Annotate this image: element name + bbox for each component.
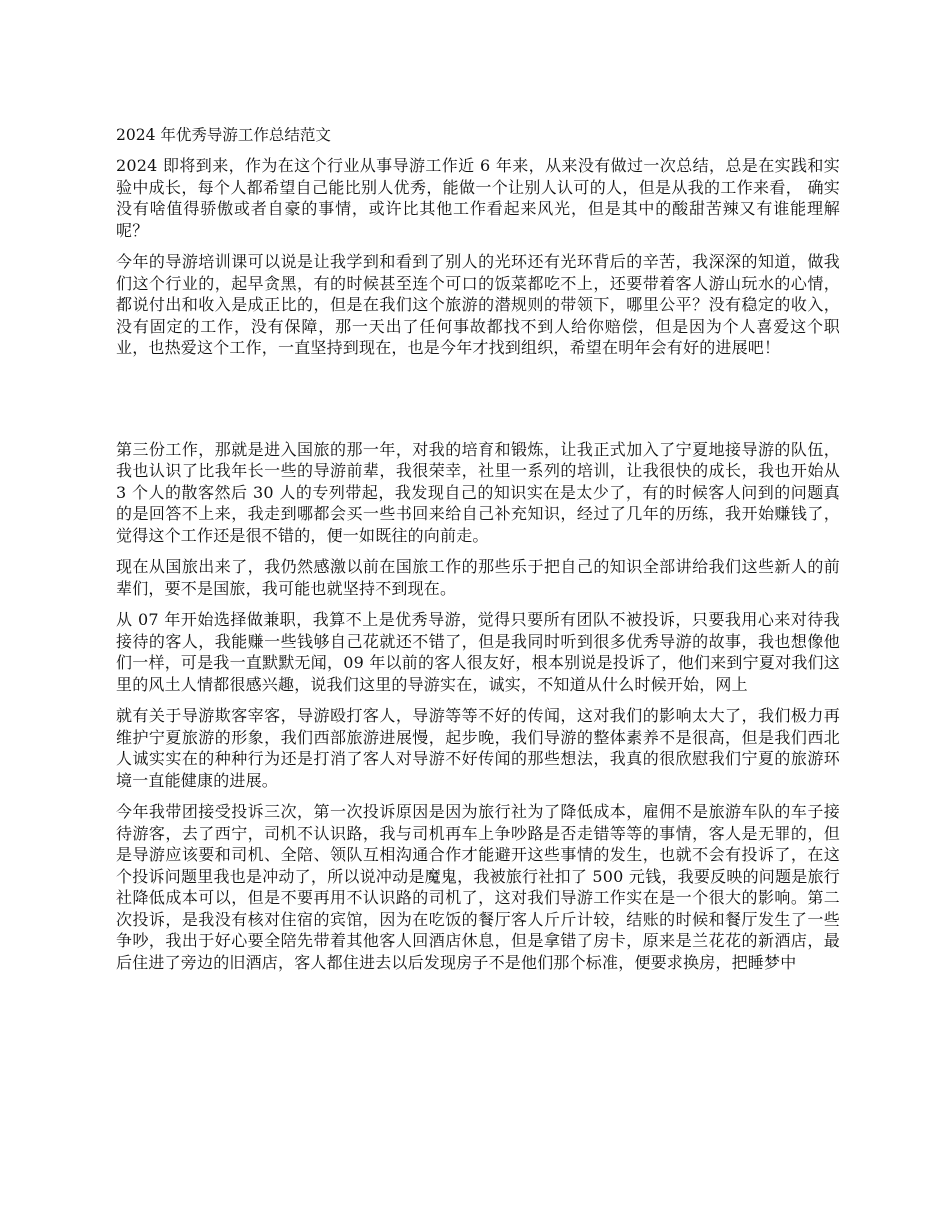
paragraph-gratitude: 现在从国旅出来了，我仍然感激以前在国旅工作的那些乐于把自己的知识全部讲给我们这些新人的前辈们，要不是国旅，我可能也就坚持不到现在。 bbox=[116, 557, 840, 598]
document-title: 2024 年优秀导游工作总结范文 bbox=[116, 126, 331, 144]
document-page bbox=[116, 124, 840, 983]
blank-gap bbox=[116, 369, 840, 439]
paragraph-complaints: 今年我带团接受投诉三次，第一次投诉原因是因为旅行社为了降低成本，雇佣不是旅游车队的车子接待游客，去了西宁，司机不认识路，我与司机再车上争吵路是否走错等等的事情，客人是无罪的，但是导游应该要和司机、全陪、领队互相沟通合作才能避开这些事情的发生，也就不会有投诉了，在这个投诉问题里我也是冲动了，所以说冲动是魔鬼，我被旅行社扣了 500 元钱，我要反映的问题是旅行社降低成本可以，但是不要再用不认识路的司机了，这对我们导游工作实在是一个很大的影响。第二次投诉，是我没有核对住宿的宾馆，因为在吃饭的餐厅客人斤斤计较，结账的时候和餐厅发生了一些争吵，我出于好心要全陪先带着其他客人回酒店休息，但是拿错了房卡，原来是兰花花的新酒店，最后住进了旁边的旧酒店，客人都住进去以后发现房子不是他们那个标准，便要求换房，把睡梦中 bbox=[116, 802, 840, 972]
paragraph-third-job: 第三份工作，那就是进入国旅的那一年，对我的培育和锻炼，让我正式加入了宁夏地接导游的队伍，我也认识了比我年长一些的导游前辈，我很荣幸，社里一系列的培训，让我很快的成长，我也开始从 3 个人的散客然后 30 人的专列带起，我发现自己的知识实在是太少了，有的时候客人问到的问题真的是回答不上来，我走到哪都会买一些书回来给自己补充知识，经过了几年的历练，我开始赚钱了，觉得这个工作还是很不错的，便一如既往的向前走。 bbox=[116, 439, 840, 545]
paragraph-rumors: 就有关于导游欺客宰客，导游殴打客人，导游等等不好的传闻，这对我们的影响太大了，我们极力再维护宁夏旅游的形象，我们西部旅游进展慢，起步晚，我们导游的整体素养不是很高，但是我们西北人诚实实在的种种行为还是打消了客人对导游不好传闻的那些想法，我真的很欣慰我们宁夏的旅游环境一直能健康的进展。 bbox=[116, 706, 840, 790]
paragraph-intro: 2024 即将到来，作为在这个行业从事导游工作近 6 年来，从来没有做过一次总结，总是在实践和实验中成长，每个人都希望自己能比别人优秀，能做一个让别人认可的人，但是从我的工作来看， 确实没有啥值得骄傲或者自豪的事情，或许比其他工作看起来风光，但是其中的酸甜苦辣又有谁能理解呢？ bbox=[116, 156, 840, 240]
paragraph-part-time: 从 07 年开始选择做兼职，我算不上是优秀导游，觉得只要所有团队不被投诉，只要我用心来对待我接待的客人，我能赚一些钱够自己花就还不错了，但是我同时听到很多优秀导游的故事，我也想像他们一样，可是我一直默默无闻，09 年以前的客人很友好，根本别说是投诉了，他们来到宁夏对我们这里的风土人情都很感兴趣，说我们这里的导游实在，诚实，不知道从什么时候开始，网上 bbox=[116, 610, 840, 694]
paragraph-training: 今年的导游培训课可以说是让我学到和看到了别人的光环还有光环背后的辛苦，我深深的知道，做我们这个行业的，起早贪黑，有的时候甚至连个可口的饭菜都吃不上，还要带着客人游山玩水的心情，都说付出和收入是成正比的，但是在我们这个旅游的潜规则的带领下，哪里公平？没有稳定的收入，没有固定的工作，没有保障，那一天出了任何事故都找不到人给你赔偿，但是因为个人喜爱这个职业，也热爱这个工作，一直坚持到现在，也是今年才找到组织，希望在明年会有好的进展吧！ bbox=[116, 252, 840, 357]
